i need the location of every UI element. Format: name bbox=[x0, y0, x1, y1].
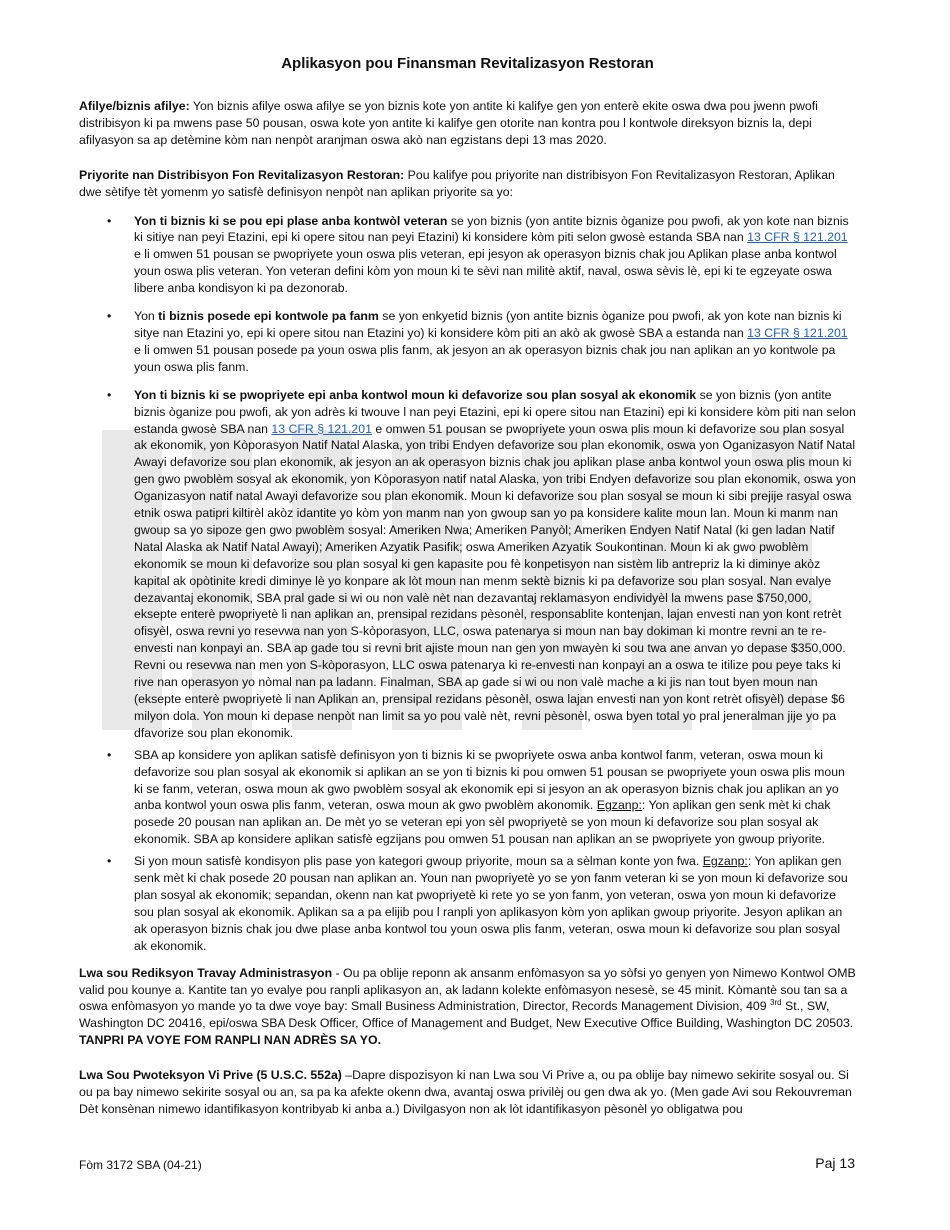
page-title: Aplikasyon pou Finansman Revitalizasyon Restoran bbox=[281, 55, 654, 72]
list-item bbox=[79, 308, 856, 376]
bullet-text: : Yon aplikan gen senk mèt ki chak posede 20 pousan nan aplikan an. De mèt yo se veteran epi yon sèl pwopriyetè se yon moun ki defavorize sou plan sosyal ak ekonomik. SBA ap konsidere aplikan satisfè egzijans pou omwen 51 pousan nan aplikan an se pwopriyete yon gwoup priyorite. bbox=[134, 798, 831, 847]
bullet-icon: • bbox=[107, 213, 112, 228]
affiliate-text: Yon biznis afilye oswa afilye se yon biznis kote yon antite ki kalifye gen yon enterè ekite oswa dwa pou jwenn pwofi distribisyon ki pa mwens pase 50 pousan, oswa kote yon antite ki kalifye gen otorite nan kontra pou l kontwole direksyon biznis la, depi afilyasyon sa ap detèmine kòm nan nenpòt aranjman oswa akò nan egzistans depi 13 mas 2020. bbox=[79, 99, 818, 147]
bullet-icon: • bbox=[107, 854, 112, 869]
affiliate-label: Afilye/biznis afilye: bbox=[79, 99, 190, 113]
privacy-text: –Dapre dispozisyon ki nan Lwa sou Vi Prive a, ou pa oblije bay nimewo sekirite sosyal ou. Si ou pa bay nimewo sekirite sosyal ou an, sa pa ka afekte okenn dwa, avantaj oswa privilèj ou gen dwa ak yo. (Men gade Avi sou Rekouvreman Dèt konsènan nimewo idantifikasyon kontribyab ki anba a.) Divilgasyon non ak lòt idantifikasyon pèsonèl yo obligatwa pou bbox=[79, 1068, 852, 1116]
priority-list bbox=[79, 213, 856, 955]
bullet-icon: • bbox=[107, 309, 112, 324]
list-item bbox=[79, 213, 856, 298]
paperwork-text: St., SW, Washington DC 20416, epi/oswa SBA Desk Officer, Office of Management and Budget, New Executive Office Building, Washington DC 20503. bbox=[79, 999, 854, 1031]
example-label: Egzanp: bbox=[702, 854, 748, 869]
document-page bbox=[79, 55, 856, 1136]
privacy-paragraph bbox=[79, 1067, 856, 1118]
list-item bbox=[79, 747, 856, 848]
bullet-text: e omwen 51 pousan se pwopriyete youn oswa plis moun ki defavorize sou plan sosyal ak ekonomik, yon Kòporasyon Natif Natal Alaska, yon tribi Endyen defavorize sou plan ekonomik, oswa yon Oganizasyon Natif Natal Awayi defavorize sou plan ekonomik, ak jesyon an ak operasyon biznis chak jou aplikan plase anba kontwol youn oswa plis moun ki gen gwo pwoblèm sosyal ak ekonomik, yon Kòporasyon natif natal Alaska, yon tribi Endyen defavorize sou plan ekonomik, oswa yon Oganizasyon natif natal Awayi defavorize sou plan ekonomik. Moun ki defavorize sou plan sosyal se moun ki sibi prejije rasyal oswa etnik oswa patipri kiltirèl akòz idantite yo kòm yon manm nan yon gwoup san yo pa konsidere kalite moun lan. Moun ki manm nan gwoup sa yo sipoze gen gwo pwoblèm sosyal: Ameriken Nwa; Ameriken Panyòl; Ameriken Endyen Natif Natal (ki gen ladan Natif Natal Alaska ak Natif Natal Awayi); Ameriken Azyatik Pasifik; oswa Ameriken Azyatik Soukontinan. Moun ki ak gwo pwoblèm ekonomik se moun ki defavorize sou plan sosyal ki gen kapasite pou fè konpetisyon nan sistèm lib antrepriz la ki diminye akòz kapital ak opòtinite kredi diminye lè yo konpare ak lòt moun nan menm sektè biznis ki pa defavorize sou plan sosyal. Nan evalye dezavantaj ekonomik, SBA pral gade si wi ou non valè nèt nan dezavantaj reklamasyon endividyèl la mwens pase $750,000, eksepte enterè pwopriyetè li nan aplikan an, prensipal rezidans pèsonèl, responsablite kontenjan, lajan envesti nan yon kont retrèt ofisyèl, oswa revni yo resevwa nan yon S-kòporasyon, LLC, oswa patenarya si moun nan bay dokiman ki montre revni an te re-envesti nan konpayi an. SBA ap gade tou si revni brit ajiste moun nan gen yon mwayèn ki sou twa ane anvan yo depase $350,000. Revni ou resevwa nan men yon S-kòporasyon, LLC oswa patenarya ki re-envesti nan konpayi an a oswa te itilize pou peye taks ki rive nan operasyon yo nòmal nan pa ladann. Finalman, SBA ap gade si wi ou non valè mache a ki jis nan tout byen moun nan (eksepte enterè pwopriyetè li nan Aplikan an, prensipal rezidans pèsonèl, oswa lajan envesti nan yon kont retrèt ofisyèl) depase $6 milyon dola. Yon moun ki depase nenpòt nan limit sa yo pou valè nèt, revni pèsonèl, oswa byen total yo pral jeneralman jije yo pa dfavorize sou plan ekonomik. bbox=[134, 421, 856, 740]
bullet-text: Si yon moun satisfè kondisyon plis pase yon kategori gwoup priyorite, moun sa a sèlman konte yon fwa. bbox=[134, 854, 703, 869]
bullet-text: se yon biznis (yon antite biznis òganize pou pwofi, ak yon kote nan biznis ki sitiye nan peyi Etazini, epi ki opere sitou nan peyi Etazini) ki konsidere kòm piti selon gwosè estanda SBA nan bbox=[134, 213, 849, 245]
bullet-icon: • bbox=[107, 747, 112, 762]
paperwork-warning: TANPRI PA VOYE FOM RANPLI NAN ADRÈS SA YO. bbox=[79, 1033, 381, 1048]
example-label: Egzanp: bbox=[596, 798, 642, 813]
cfr-link[interactable]: 13 CFR § 121.201 bbox=[747, 230, 848, 245]
bullet-heading: Yon ti biznis ki se pou epi plase anba kontwòl veteran bbox=[134, 213, 448, 228]
affiliate-paragraph bbox=[79, 98, 856, 149]
bullet-heading: Yon ti biznis ki se pwopriyete epi anba kontwol moun ki defavorize sou plan sosyal ak ekonomik bbox=[134, 387, 697, 402]
superscript: 3rd bbox=[770, 998, 782, 1008]
priority-text: Pou kalifye pou priyorite nan distribisyon Fon Revitalizasyon Restoran, Aplikan dwe sètifye tèt yomenm yo satisfè definisyon nenpòt nan aplikan priyorite sa yo: bbox=[79, 167, 835, 199]
paperwork-paragraph bbox=[79, 965, 856, 1050]
bullet-text: se yon biznis (yon antite biznis òganize pou pwofi, ak yon adrès ki twouve l nan peyi Etazini, epi ki opere sitou nan Etazini) epi ki konsidere kòm piti nan selon estanda gwosè SBA nan bbox=[134, 387, 856, 436]
bullet-text: e li omwen 51 pousan se pwopriyete youn oswa plis veteran, epi jesyon ak operasyon biznis chak jou Aplikan plase anba kontwol youn oswa plis veteran. Yon veteran defini kòm yon moun ki te sèvi nan militè aktif, naval, oswa sèvis lè, epi ki te egzeyate oswa libere anba kondisyon ki pa dezonorab. bbox=[134, 247, 837, 296]
form-id: Fòm 3172 SBA (04-21) bbox=[79, 1158, 202, 1172]
bullet-icon: • bbox=[107, 387, 112, 402]
cfr-link[interactable]: 13 CFR § 121.201 bbox=[747, 325, 848, 340]
list-item bbox=[79, 387, 856, 742]
bullet-text: Yon bbox=[134, 309, 159, 324]
bullet-text: e li omwen 51 pousan posede pa youn oswa plis fanm, ak jesyon an ak operasyon biznis chak jou nan aplikan an yo kontwole pa youn oswa plis fanm. bbox=[134, 342, 836, 374]
priority-label: Priyorite nan Distribisyon Fon Revitalizasyon Restoran: bbox=[79, 167, 405, 182]
bullet-text: se yon enkyetid biznis (yon antite biznis òganize pou pwofi, ak yon kote nan biznis ki sitye nan Etazini yo, epi ki opere sitou nan Etazini yo) ki konsidere kòm piti an akò ak gwosè SBA a estanda nan bbox=[134, 309, 842, 340]
privacy-label: Lwa Sou Pwoteksyon Vi Prive (5 U.S.C. 552a) bbox=[79, 1068, 342, 1083]
list-item bbox=[79, 853, 856, 954]
paperwork-label: Lwa sou Rediksyon Travay Administrasyon bbox=[79, 965, 333, 980]
bullet-text: SBA ap konsidere yon aplikan satisfè definisyon yon ti biznis ki se pwopriyete oswa anba kontwol fanm, veteran, oswa moun ki defavorize sou plan sosyal ak ekonomik si aplikan an se yon ti biznis ki pou omwen 51 pousan se pwopriyete youn oswa plis moun ki se fanm, veteran, oswa moun ak gwo pwoblèm sosyal ak ekonomik epi si jesyon an ak operasyon biznis chak jou aplikan an yo anba kontwol youn oswa plis fanm, veteran, oswa moun ak gwo pwoblèm akonomik. bbox=[134, 747, 845, 813]
page-number: Paj 13 bbox=[815, 1155, 855, 1171]
cfr-link[interactable]: 13 CFR § 121.201 bbox=[271, 421, 372, 436]
bullet-text: : Yon aplikan gen senk mèt ki chak posede 20 pousan nan aplikan an. Youn nan pwopriyetè yo se yon fanm veteran ki se yon moun ki defavorize sou plan sosyal ak ekonomik; sepandan, okenn nan kat pwopriyetè ki rete yo se yon fanm, yon veteran, oswa yon moun ki defavorize sou plan sosyal ak ekonomik. Aplikan sa a pa elijib pou l ranpli yon aplikasyon kòm yon aplikan gwoup priyorite. Jesyon aplikan an ak operasyon biznis chak jou dwe plase anba kontwol tou youn oswa plis fanm, veteran, oswa moun ki defavorize sou plan sosyal ak ekonomik. bbox=[134, 854, 848, 953]
paperwork-text: - Ou pa oblije reponn ak ansanm enfòmasyon sa yo sòfsi yo genyen yon Nimewo Kontwol OMB valid pou kounye a. Kantite tan yo evalye pou ranpli aplikasyon an, ak ladann kolekte enfòmasyon nesesè, se 45 minit. Kòmantè sou tan sa a oswa enfòmasyon yo mande yo ta dwe voye bay: Small Business Administration, Director, Records Management Division, 409 bbox=[79, 965, 856, 1014]
bullet-heading: ti biznis posede epi kontwole pa fanm bbox=[158, 309, 379, 324]
priority-paragraph bbox=[79, 167, 856, 201]
